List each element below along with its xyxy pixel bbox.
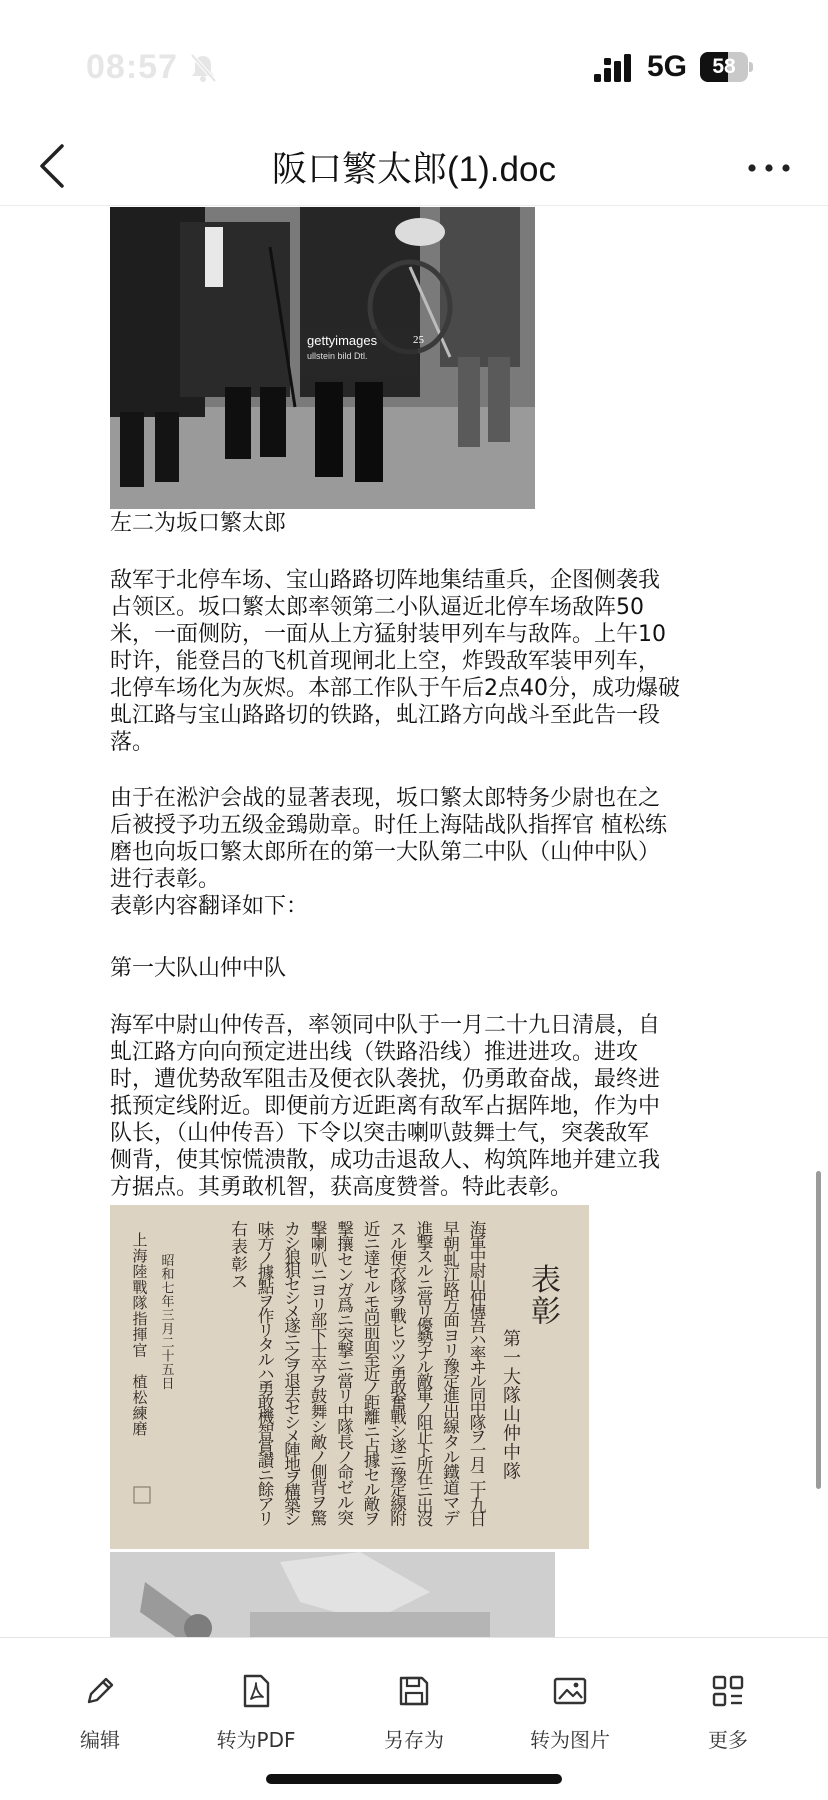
bell-muted-icon — [188, 52, 218, 84]
certificate-script — [110, 1205, 589, 1549]
second-photo — [110, 1552, 555, 1637]
getty-watermark — [300, 329, 424, 377]
save-icon — [395, 1672, 433, 1710]
more-button[interactable] — [658, 1672, 798, 1762]
section-heading: 第一大队山仲中队 — [110, 956, 287, 981]
save-as-label: 另存为 — [384, 1728, 444, 1752]
convert-to-image-label: 转为图片 — [530, 1728, 610, 1752]
certificate-signer: 上海陸戰隊指揮官 植松練磨 — [132, 1231, 148, 1438]
commendation-certificate-image — [110, 1205, 589, 1549]
more-options-button[interactable] — [744, 148, 794, 188]
status-bar — [0, 0, 828, 130]
watermark-brand: gettyimages — [307, 333, 378, 348]
watermark-badge: 25 — [413, 334, 424, 346]
body-paragraph: 海军中尉山仲传吾，率领同中队于一月二十九日清晨，自 虬江路方向向预定进出线（铁路沿线）推进进攻。进攻 时，遭优势敌军阻击及便衣队袭扰，仍勇敢奋战，最终进 抵预定线附近。即便前方近距离有敌军占据阵地，作为中 队长，（山仲传吾）下令以突击喇叭鼓舞士气，突袭敌军 侧背，使其惊慌溃散，成功击退敌人、构筑阵地并建立我 方据点。其勇敢机智，获高度赞誉。特此表彰。 — [110, 1013, 661, 1200]
more-label: 更多 — [708, 1728, 748, 1752]
battery-percent: 58 — [712, 55, 736, 78]
back-button[interactable] — [22, 134, 82, 198]
edit-button[interactable] — [30, 1672, 170, 1762]
save-as-button[interactable] — [344, 1672, 484, 1762]
signal-icon — [594, 54, 634, 82]
grid-icon — [709, 1672, 747, 1710]
document-viewport[interactable] — [0, 207, 828, 1637]
certificate-body-column: 撃喇叭ニヨリ部下士卒ヲ鼓舞シ敵ノ側背ヲ驚 — [310, 1220, 328, 1528]
certificate-body-column: 進撃スルニ當リ優勢ナル敵軍ノ阻止ト所在ニ出沒 — [416, 1220, 434, 1530]
pdf-icon — [237, 1672, 275, 1710]
pencil-icon — [81, 1672, 119, 1710]
body-paragraph: 由于在淞沪会战的显著表现，坂口繁太郎特务少尉也在之 后被授予功五级金鵄勋章。时任上海陆战队指挥官 植松练 磨也向坂口繁太郎所在的第一大队第二中队（山仲中队） 进行表彰。 表彰内容翻译如下： — [110, 786, 667, 919]
network-type: 5G — [647, 50, 688, 83]
edit-label: 编辑 — [80, 1728, 120, 1752]
certificate-unit: 第一大隊山仲中隊 — [503, 1329, 521, 1483]
second-photo-image — [110, 1552, 555, 1637]
photo-caption: 左二为坂口繁太郎 — [110, 511, 287, 536]
battery-icon — [700, 52, 752, 82]
historical-photo — [110, 207, 535, 509]
certificate-title: 表彰 — [531, 1263, 561, 1330]
image-icon — [551, 1672, 589, 1710]
certificate-date: 昭和七年三月二十五日 — [161, 1254, 175, 1392]
convert-to-pdf-label: 转为PDF — [216, 1728, 296, 1752]
certificate-body-column: カシ狼狽セシメ遂ニ之ヲ退去セシメ陣地ヲ構築シ — [284, 1220, 301, 1530]
app-header — [0, 130, 828, 206]
status-time: 08:57 — [86, 48, 178, 86]
body-paragraph: 敌军于北停车场、宝山路路切阵地集结重兵，企图侧袭我 占领区。坂口繁太郎率领第二小队逼近北停车场敌阵50 米，一面侧防，一面从上方猛射装甲列车与敌阵。上午10 时许，能登吕的飞机首现闸北上空，炸毁敌军装甲列车， 北停车场化为灰烬。本部工作队于午后2点40分，成功爆破 虬江路与宝山路路切的铁路，虬江路方向战斗至此告一段 落。 — [110, 568, 680, 755]
document-title: 阪口繁太郎(1).doc — [272, 150, 556, 189]
certificate-body-column: スル便衣隊ヲ戰ヒツツ勇敢奮戰シ遂ニ豫定線附 — [390, 1220, 407, 1529]
certificate-body-column: 撃攘センガ爲ニ突撃ニ當リ中隊長ノ命ゼル突 — [337, 1220, 354, 1528]
scroll-indicator[interactable] — [816, 1171, 821, 1489]
certificate-body-column: 海軍中尉山仲傳吾ハ率ヰル同中隊ヲ一月二十九日 — [469, 1220, 487, 1530]
certificate-body-column: 近ニ達セルモ尚前面至近ノ距離ニ占據セル敵ヲ — [363, 1220, 381, 1529]
certificate-body-column: 早朝虬江路方面ヨリ豫定進出線タル鐵道マデ — [443, 1220, 460, 1528]
home-indicator[interactable] — [266, 1774, 562, 1784]
convert-to-image-button[interactable] — [500, 1672, 640, 1762]
certificate-body-column: 右表彰ス — [231, 1220, 248, 1292]
convert-to-pdf-button[interactable] — [186, 1672, 326, 1762]
watermark-credit: ullstein bild Dtl. — [307, 351, 368, 361]
certificate-body-column: 味方ノ據點ヲ作リタルハ勇敢機智賞讃ニ餘アリ — [257, 1220, 275, 1529]
